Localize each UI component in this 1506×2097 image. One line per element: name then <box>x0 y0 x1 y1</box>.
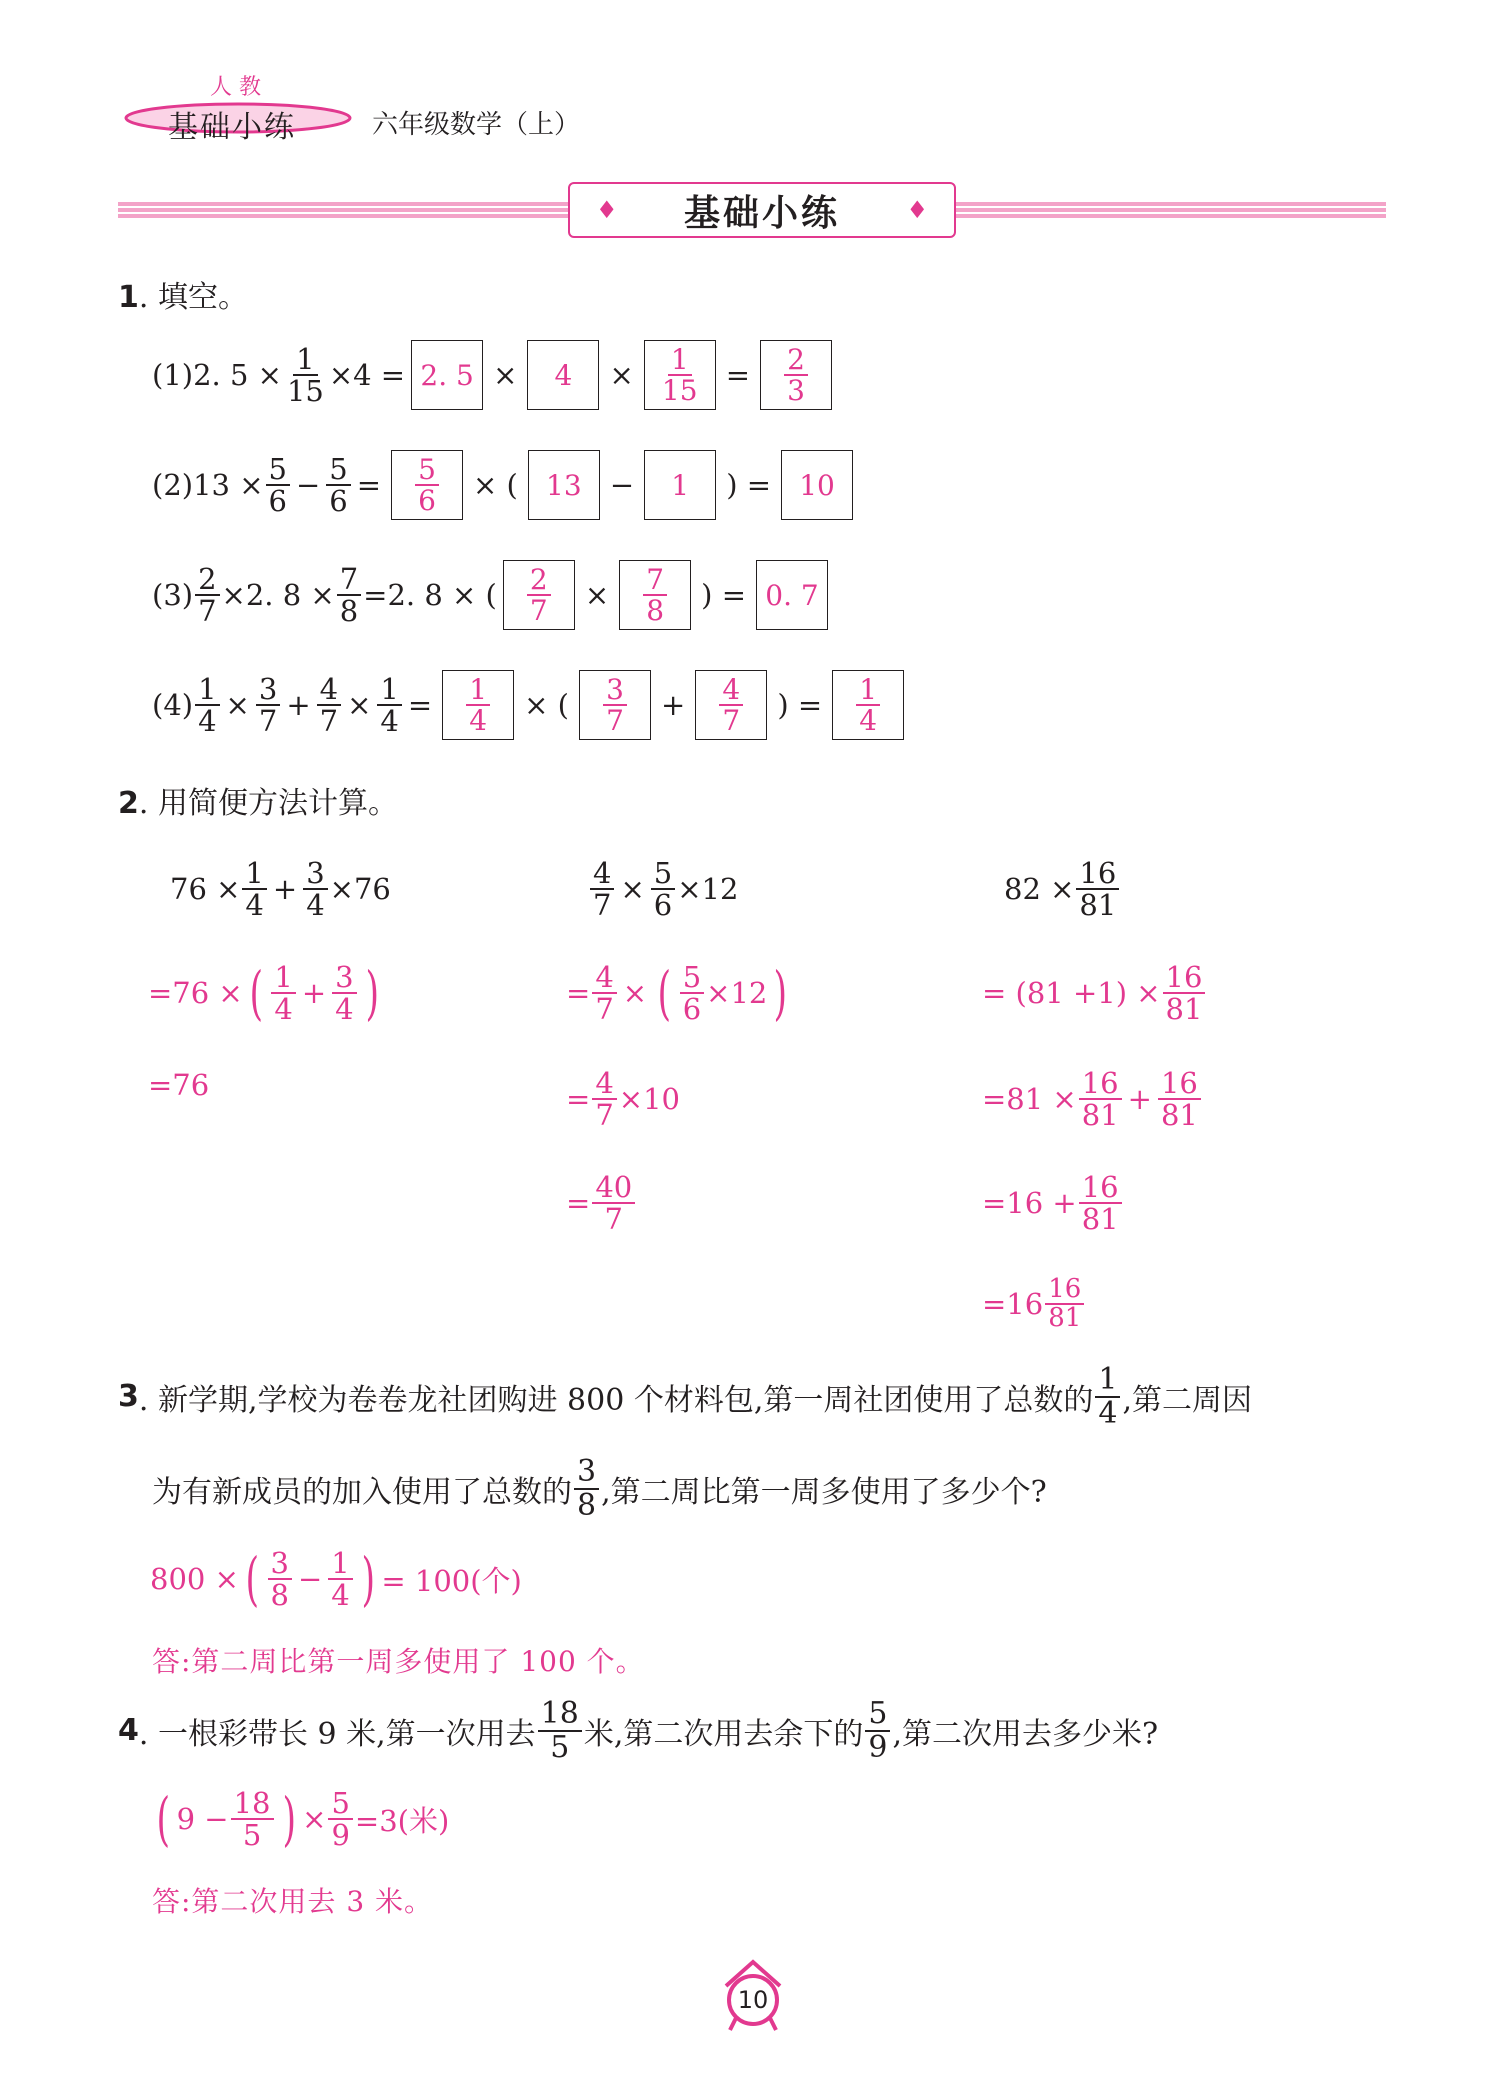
q2c-expression: 82 × $\frac{16}{81}$ <box>1004 858 1121 921</box>
equals-sign: = <box>356 468 382 502</box>
q4-number: 4 <box>118 1713 139 1748</box>
close-paren-equals: ) = <box>726 468 772 502</box>
times-sign: × <box>225 688 250 722</box>
answer-box[interactable]: $\frac{5}{6}$ <box>391 450 463 520</box>
close-paren-equals: ) = <box>701 578 746 612</box>
q3-calculation: 800 × ( $\frac{3}{8}$ − $\frac{1}{4}$ ) = 100(个) <box>150 1545 522 1614</box>
answer-box[interactable]: $\frac{3}{7}$ <box>579 670 651 740</box>
q1-line-3 <box>152 560 834 630</box>
answer-box[interactable]: 10 <box>781 450 853 520</box>
q1-title-text: . 填空。 <box>138 280 248 315</box>
fraction: $\frac{1}{15}$ <box>286 341 324 408</box>
brand-title: 基础小练 <box>168 110 296 145</box>
q1-1-label: (1)2. 5 × <box>152 358 282 392</box>
q1-number: 1 <box>118 280 139 315</box>
times-sign: × <box>493 358 518 392</box>
diamond-icon: ♦ <box>906 196 928 224</box>
brand-top-text: 人 教 <box>210 75 261 100</box>
q2-number: 2 <box>118 786 139 821</box>
q3-text-line-2: 为有新成员的加入使用了总数的 $\frac{3}{8}$ ,第二周比第一周多使用了多少个? <box>152 1454 1047 1523</box>
close-paren-equals: ) = <box>777 688 823 722</box>
q1-3-label: (3) <box>152 578 194 612</box>
q2c-step-1: = (81 +1) × $\frac{16}{81}$ <box>982 962 1207 1025</box>
answer-box[interactable]: 0. 7 <box>756 560 828 630</box>
q2a-expression: 76 × $\frac{1}{4}$ + $\frac{3}{4}$ ×76 <box>170 856 391 923</box>
fraction: $\frac{1}{4}$ <box>242 858 266 921</box>
q2c-step-4: =16 $\frac{16}{81}$ <box>982 1276 1086 1333</box>
fraction: $\frac{5}{6}$ <box>326 454 350 517</box>
times-sign: × ( <box>473 468 518 502</box>
q2b-expression: $\frac{4}{7}$ × $\frac{5}{6}$ ×12 <box>588 858 738 921</box>
q1-3-tail: =2. 8 × ( <box>363 578 497 612</box>
plus-sign: + <box>661 688 686 722</box>
q2a-step-1: =76 × ( $\frac{1}{4}$ + $\frac{3}{4}$ ) <box>148 959 379 1028</box>
section-title-box <box>568 182 956 238</box>
q2a-step-2: =76 <box>148 1068 210 1102</box>
answer-box[interactable]: $\frac{2}{7}$ <box>503 560 575 630</box>
fraction: $\frac{2}{7}$ <box>195 564 219 627</box>
answer-box[interactable]: $\frac{1}{4}$ <box>442 670 514 740</box>
q1-2-label: (2)13 × <box>152 468 264 502</box>
answer-box[interactable]: 2. 5 <box>411 340 483 410</box>
answer-box[interactable]: $\frac{2}{3}$ <box>760 340 832 410</box>
page-number: 10 <box>737 1986 769 2014</box>
answer-box[interactable]: $\frac{1}{4}$ <box>832 670 904 740</box>
q3-answer: 答:第二周比第一周多使用了 100 个。 <box>152 1645 645 1678</box>
answer-box[interactable]: 13 <box>528 450 600 520</box>
q3-text-line-1: 3 . 新学期,学校为卷卷龙社团购进 800 个材料包,第一周社团使用了总数的 $\frac{1}{4}$ ,第二周因 <box>118 1362 1252 1431</box>
q1-line-1 <box>152 340 838 410</box>
fraction: $\frac{5}{6}$ <box>266 454 290 517</box>
minus-sign: − <box>609 468 635 502</box>
answer-box[interactable]: $\frac{7}{8}$ <box>619 560 691 630</box>
answer-box[interactable]: 4 <box>527 340 599 410</box>
answer-box[interactable]: $\frac{1}{15}$ <box>644 340 716 410</box>
answer-box[interactable]: 1 <box>644 450 716 520</box>
q1-1-tail: ×4 = <box>328 358 406 392</box>
times-sign: × <box>347 688 372 722</box>
diamond-icon: ♦ <box>596 196 618 224</box>
page-number-badge <box>718 1956 788 2034</box>
equals-sign: = <box>407 688 433 722</box>
q2c-step-3: =16 + $\frac{16}{81}$ <box>982 1172 1124 1235</box>
fraction: $\frac{3}{4}$ <box>303 858 327 921</box>
fraction: $\frac{4}{7}$ <box>317 674 341 737</box>
q2-title <box>118 778 398 822</box>
q1-line-2 <box>152 450 859 520</box>
plus-sign: + <box>286 688 311 722</box>
answer-box[interactable]: $\frac{4}{7}$ <box>695 670 767 740</box>
q1-4-label: (4) <box>152 688 194 722</box>
q4-calculation: ( 9 − $\frac{18}{5}$ ) × $\frac{5}{9}$ =3(米) <box>156 1785 450 1854</box>
times-sign: × <box>584 578 610 612</box>
fraction: $\frac{3}{7}$ <box>256 674 280 737</box>
q3-number: 3 <box>118 1379 139 1414</box>
q2-title-text: . 用简便方法计算。 <box>138 786 398 821</box>
q2b-step-3: = $\frac{40}{7}$ <box>566 1172 637 1235</box>
q4-text: 4 . 一根彩带长 9 米,第一次用去 $\frac{18}{5}$ 米,第二次用去余下的 $\frac{5}{9}$ ,第二次用去多少米? <box>118 1696 1159 1765</box>
q4-answer: 答:第二次用去 3 米。 <box>152 1885 434 1918</box>
q1-line-4 <box>152 670 910 740</box>
fraction: $\frac{1}{4}$ <box>377 674 401 737</box>
q2b-step-2: = $\frac{4}{7}$ ×10 <box>566 1066 680 1133</box>
q1-3-mid: ×2. 8 × <box>221 578 335 612</box>
section-band-right <box>956 202 1386 218</box>
q2c-step-2: =81 × $\frac{16}{81}$ + $\frac{16}{81}$ <box>982 1068 1203 1131</box>
q2b-step-1: = $\frac{4}{7}$ × ( $\frac{5}{6}$ ×12 ) <box>566 959 788 1028</box>
book-subtitle: 六年级数学（上） <box>372 110 581 140</box>
fraction: $\frac{1}{4}$ <box>195 674 219 737</box>
q1-title <box>118 272 248 316</box>
brand-logo <box>118 64 358 144</box>
equals-sign: = <box>725 358 751 392</box>
times-sign: × ( <box>524 688 569 722</box>
times-sign: × <box>609 358 634 392</box>
fraction: $\frac{7}{8}$ <box>337 564 361 627</box>
minus-sign: − <box>295 468 321 502</box>
section-band-left <box>118 202 572 218</box>
section-title: 基础小练 <box>683 192 840 234</box>
